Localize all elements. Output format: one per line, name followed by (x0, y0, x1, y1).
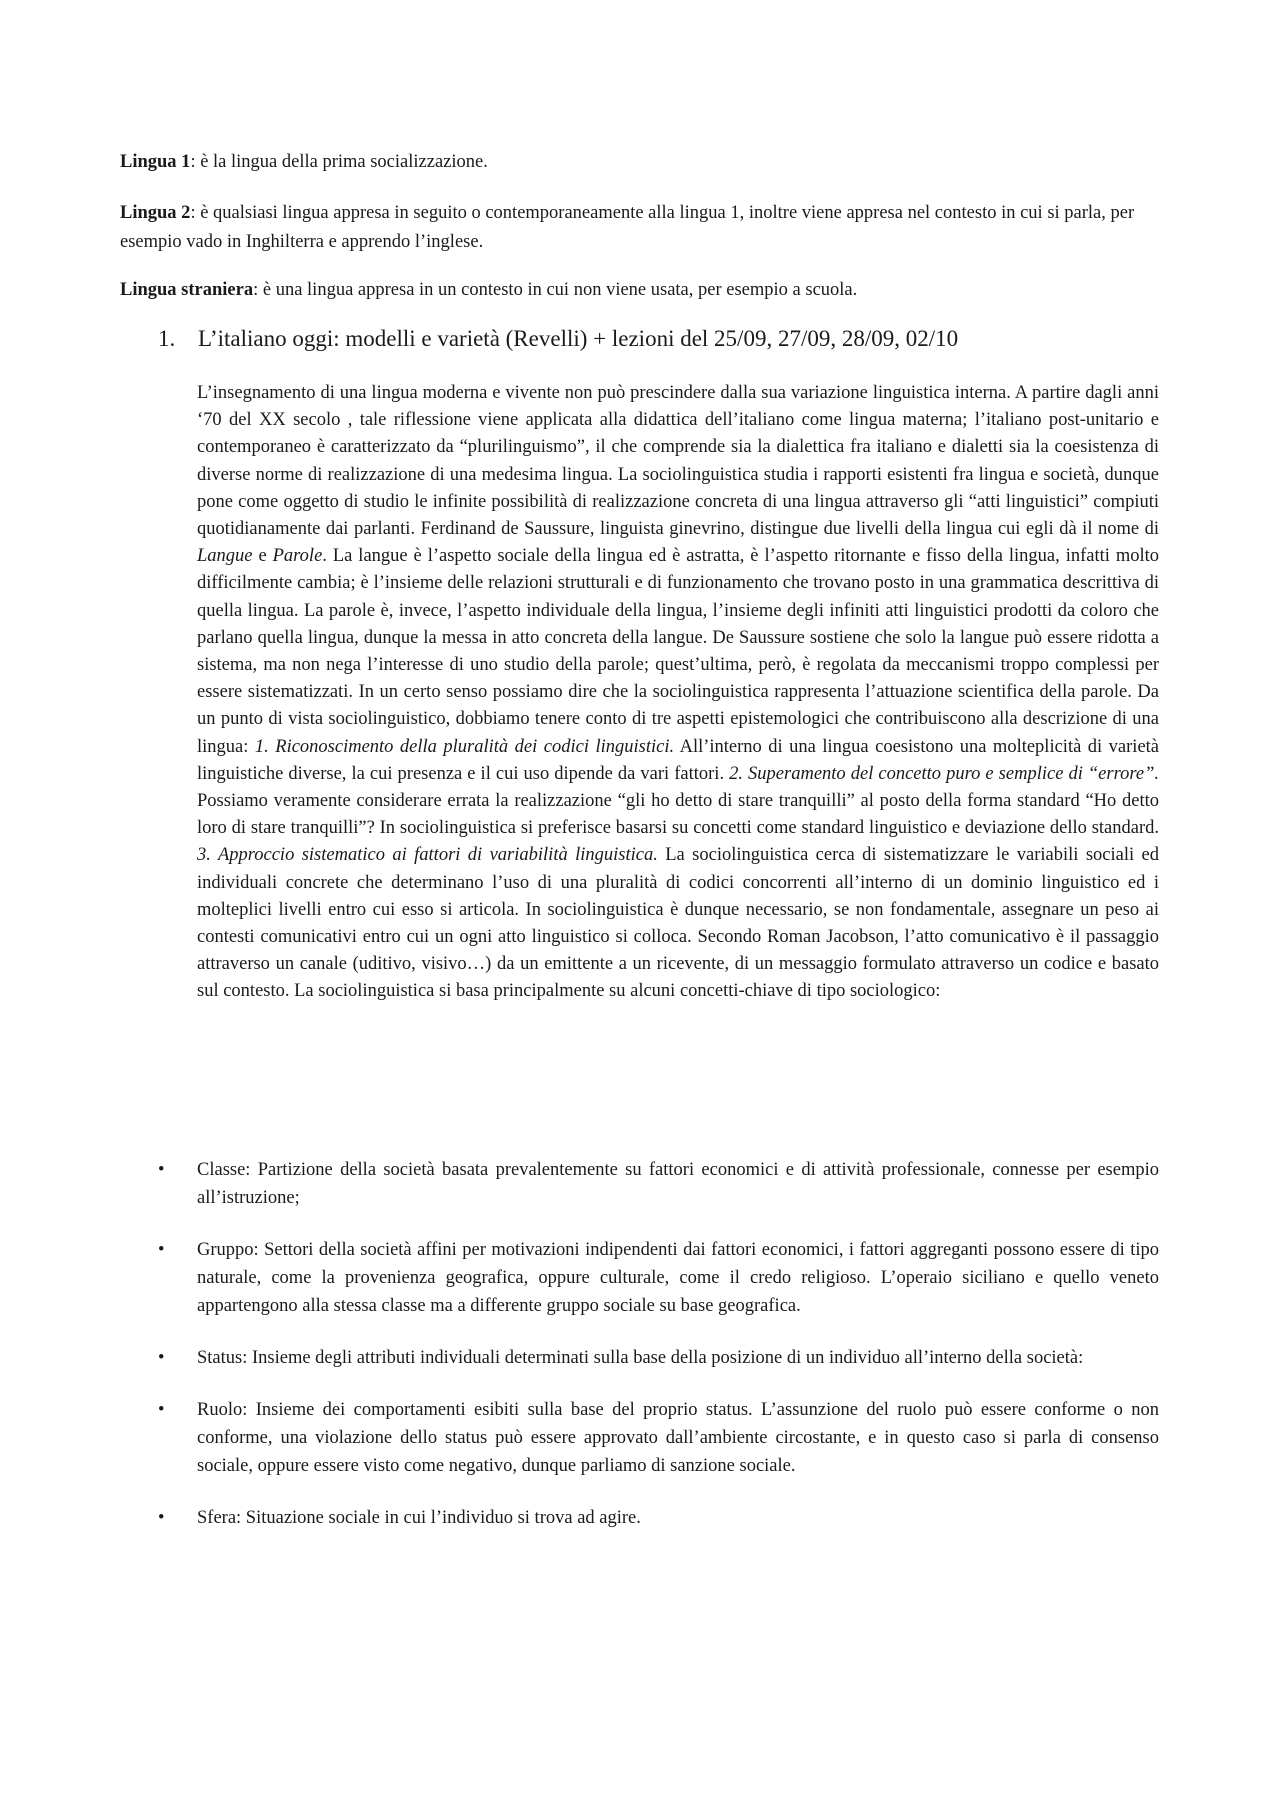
list-item-text: Status: Insieme degli attributi individuali determinati sulla base della posizione di un individuo all’interno della società: (197, 1348, 1084, 1368)
definition-lingua-2 (120, 199, 1160, 257)
main-paragraph (197, 380, 1159, 1006)
definition-text: : è qualsiasi lingua appresa in seguito o contemporaneamente alla lingua 1, inoltre viene appresa nel contesto in cui si parla, per esempio vado in Inghilterra e apprendo l’inglese. (120, 203, 1135, 252)
concept-list (0, 1156, 1280, 1556)
bullet-marker: • (158, 1508, 165, 1528)
bullet-marker: • (158, 1400, 165, 1420)
list-item (0, 1344, 1280, 1372)
list-item-text: Classe: Partizione della società basata prevalentemente su fattori economici e di attività professionale, connesse per esempio all’istruzione; (197, 1160, 1159, 1208)
term-parole: Parole (272, 546, 323, 567)
aspect-2: 2. Superamento del concetto puro e semplice di “errore”. (729, 763, 1159, 784)
paragraph-text: La sociolinguistica cerca di sistematizzare le variabili sociali ed individuali concrete che determinano l’uso di una pluralità di codici concorrenti all’interno di un dominio linguistico ed i molteplici livelli entro cui esso si articola. In sociolinguistica è dunque necessario, se non fondamentale, assegnare un peso ai contesti comunicativi entro cui un ogni atto linguistico si colloca. Secondo Roman Jacobson, l’atto comunicativo è il passaggio attraverso un canale (uditivo, visivo…) da un emittente a un ricevente, di un messaggio formulato attraverso un codice e basato sul contesto. La sociolinguistica si basa principalmente su alcuni concetti-chiave di tipo sociologico: (197, 845, 1159, 1002)
paragraph-text: All’interno di una lingua coesistono una molteplicità di varietà linguistiche diverse, la cui presenza e il cui uso dipende da vari fattori. (197, 736, 1160, 784)
section-title: L’italiano oggi: modelli e varietà (Revelli) + lezioni del 25/09, 27/09, 28/09, 02/10 (198, 326, 959, 351)
list-item-text: Ruolo: Insieme dei comportamenti esibiti sulla base del proprio status. L’assunzione del ruolo può essere conforme o non conforme, una violazione dello status può essere approvato dall’ambiente circostante, e in questo caso si parla di consenso sociale, oppure essere visto come negativo, dunque parliamo di sanzione sociale. (197, 1400, 1159, 1476)
definition-text: : è la lingua della prima socializzazione. (190, 152, 488, 172)
bullet-marker: • (158, 1160, 165, 1180)
list-item (0, 1236, 1280, 1320)
list-item (0, 1504, 1280, 1532)
paragraph-text: L’insegnamento di una lingua moderna e vivente non può prescindere dalla sua variazione linguistica interna. A partire dagli anni ‘70 del XX secolo , tale riflessione viene applicata alla didattica dell’italiano come lingua materna; l’italiano post-unitario e contemporaneo è caratterizzato da “plurilinguismo”, il che comprende sia la dialettica fra italiano e dialetti sia la coesistenza di diverse norme di realizzazione di una medesima lingua. La sociolinguistica studia i rapporti esistenti fra lingua e società, dunque pone come oggetto di studio le infinite possibilità di realizzazione concreta di una lingua attraverso gli “atti linguistici” compiuti quotidianamente dai parlanti. Ferdinand de Saussure, linguista ginevrino, distingue due livelli della lingua cui egli dà il nome di (197, 383, 1159, 540)
bullet-marker: • (158, 1240, 165, 1260)
paragraph-text: . La langue è l’aspetto sociale della lingua ed è astratta, è l’aspetto ritornante e fisso della lingua, infatti molto difficilmente cambia; è l’insieme delle relazioni strutturali e di funzionamento che trovano posto in una grammatica descrittiva di quella lingua. La parole è, invece, l’aspetto individuale della lingua, l’insieme degli infiniti atti linguistici prodotti da coloro che parlano quella lingua, dunque la messa in atto concreta della langue. De Saussure sostiene che solo la langue può essere ridotta a sistema, ma non nega l’interesse di uno studio della parole; quest’ultima, però, è regolata da meccanismi troppo complessi per essere sistematizzati. In un certo senso possiamo dire che la sociolinguistica rappresenta l’attuazione scientifica della parole. Da un punto di vista sociolinguistico, dobbiamo tenere conto di tre aspetti epistemologici che contribuiscono alla descrizione di una lingua: (197, 546, 1159, 757)
list-item (0, 1396, 1280, 1480)
section-number: 1. (158, 326, 176, 351)
paragraph-text: Possiamo veramente considerare errata la realizzazione “gli ho detto di stare tranquilli” al posto della forma standard “Ho detto loro di stare tranquilli”? In sociolinguistica si preferisce basarsi su concetti come standard linguistico e deviazione dello standard. (197, 791, 1159, 839)
list-item-text: Gruppo: Settori della società affini per motivazioni indipendenti dai fattori economici, i fattori aggreganti possono essere di tipo naturale, come la provenienza geografica, oppure culturale, come il credo religioso. L’operaio siciliano e quello veneto appartengono alla stessa classe ma a differente gruppo sociale su base geografica. (197, 1240, 1159, 1316)
list-item (0, 1156, 1280, 1212)
list-item-text: Sfera: Situazione sociale in cui l’individuo si trova ad agire. (197, 1508, 641, 1528)
definition-term: Lingua 2 (120, 203, 191, 223)
term-langue: Langue (197, 546, 253, 567)
section-heading (158, 322, 1158, 356)
definition-lingua-1 (120, 148, 1160, 177)
definition-term: Lingua 1 (120, 152, 191, 172)
bullet-marker: • (158, 1348, 165, 1368)
definition-term: Lingua straniera (120, 280, 254, 300)
aspect-3: 3. Approccio sistematico ai fattori di variabilità linguistica. (197, 845, 658, 866)
aspect-1: 1. Riconoscimento della pluralità dei codici linguistici. (254, 736, 675, 757)
definition-lingua-straniera (120, 276, 1160, 305)
paragraph-text: e (252, 546, 273, 567)
definition-text: : è una lingua appresa in un contesto in cui non viene usata, per esempio a scuola. (253, 280, 858, 300)
